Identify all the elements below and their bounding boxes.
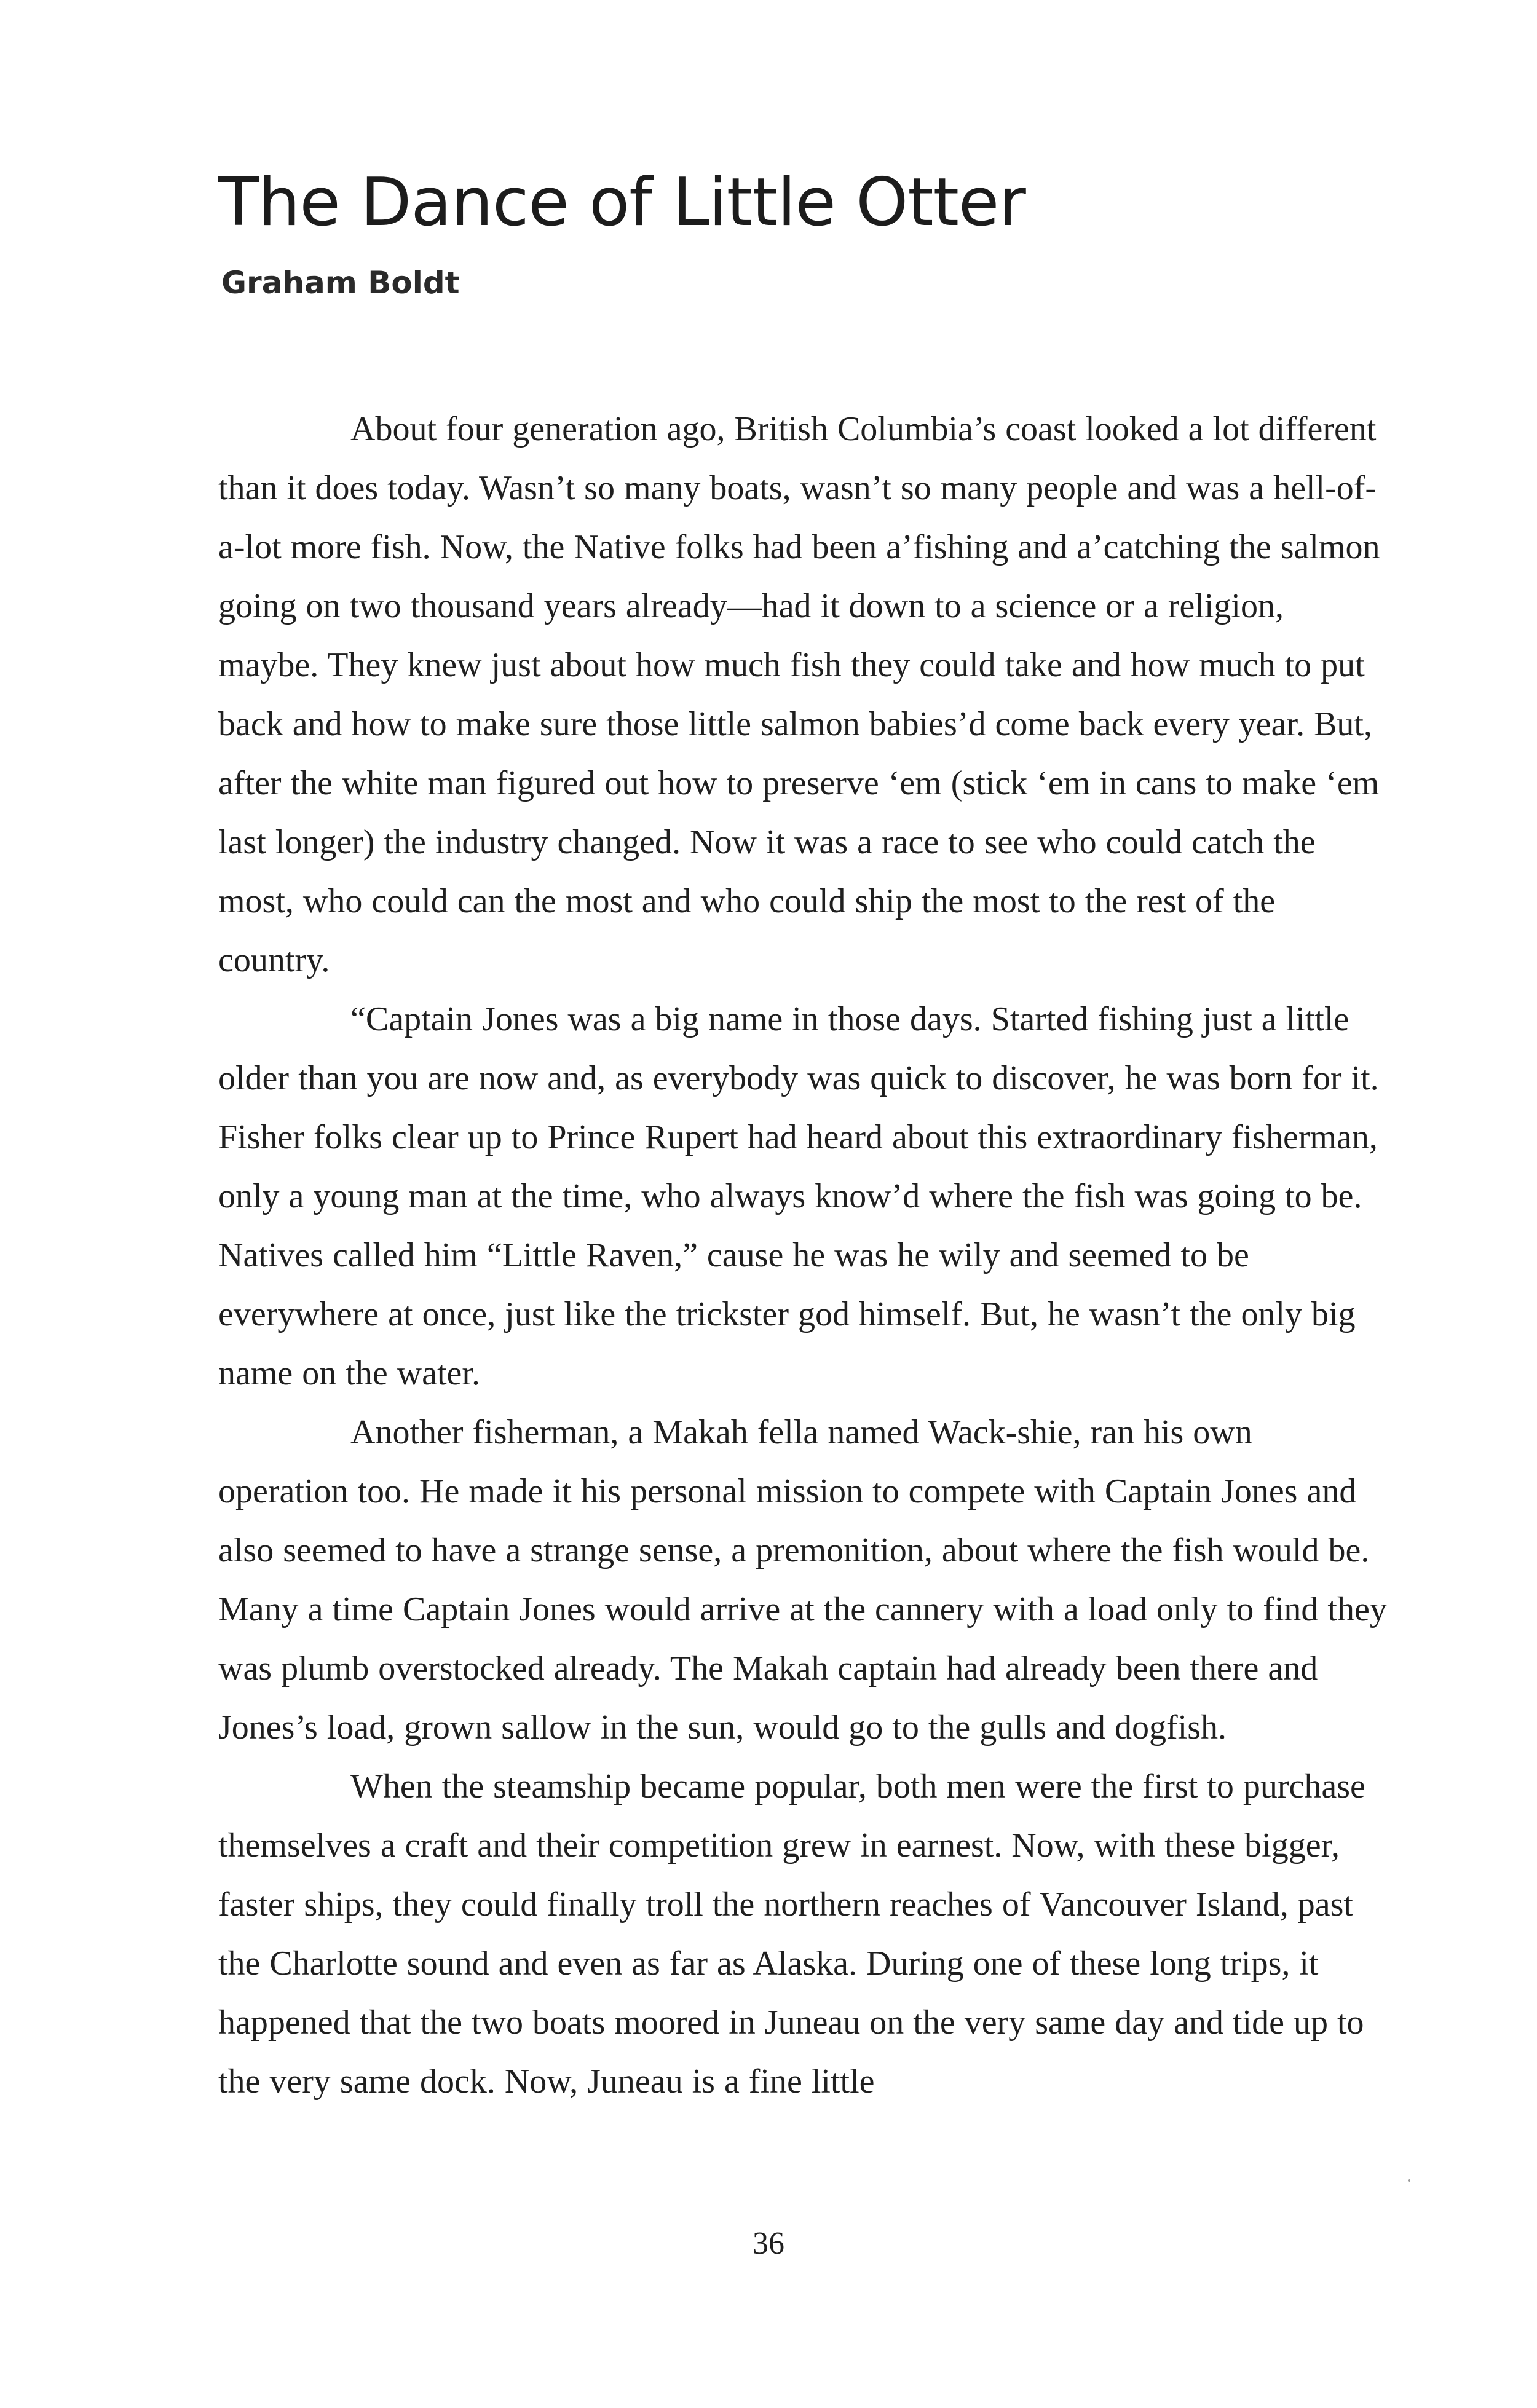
story-title: The Dance of Little Otter [218, 164, 1025, 241]
story-body [218, 400, 1389, 2111]
paragraph-4: When the steamship became popular, both men were the first to purchase themselves a craft and their competition grew in earnest. Now, with these bigger, faster ships, they could finally troll the northern reaches of Vancouver Island, past the Charlotte sound and even as far as Alaska. During one of these long trips, it happened that the two boats moored in Juneau on the very same day and tide up to the very same dock. Now, Juneau is a fine little [218, 1767, 1365, 2101]
story-author: Graham Boldt [221, 265, 460, 301]
paragraph-2: “Captain Jones was a big name in those days. Started fishing just a little older than you are now and, as everybody was quick to discover, he was born for it. Fisher folks clear up to Prince Rupert had heard about this extraordinary fisherman, only a young man at the time, who always know’d where the fish was going to be. Natives called him “Little Raven,” cause he was he wily and seemed to be everywhere at once, just like the trickster god himself. But, he wasn’t the only big name on the water. [218, 1000, 1379, 1392]
page-number: 36 [753, 2226, 784, 2261]
scan-speck [1408, 2179, 1410, 2182]
paragraph-1: About four generation ago, British Columbia’s coast looked a lot different than it does today. Wasn’t so many boats, wasn’t so many people and was a hell-of-a-lot more fish. Now, the Native folks had been a’fishing and a’catching the salmon going on two thousand years already—had it down to a science or a religion, maybe. They knew just about how much fish they could take and how much to put back and how to make sure those little salmon babies’d come back every year. But, after the white man figured out how to preserve ‘em (stick ‘em in cans to make ‘em last longer) the industry changed. Now it was a race to see who could catch the most, who could can the most and who could ship the most to the rest of the country. [218, 410, 1380, 979]
paragraph-3: Another fisherman, a Makah fella named Wack-shie, ran his own operation too. He made it his personal mission to compete with Captain Jones and also seemed to have a strange sense, a premonition, about where the fish would be. Many a time Captain Jones would arrive at the cannery with a load only to find they was plumb overstocked already. The Makah captain had already been there and Jones’s load, grown sallow in the sun, would go to the gulls and dogfish. [218, 1413, 1387, 1747]
